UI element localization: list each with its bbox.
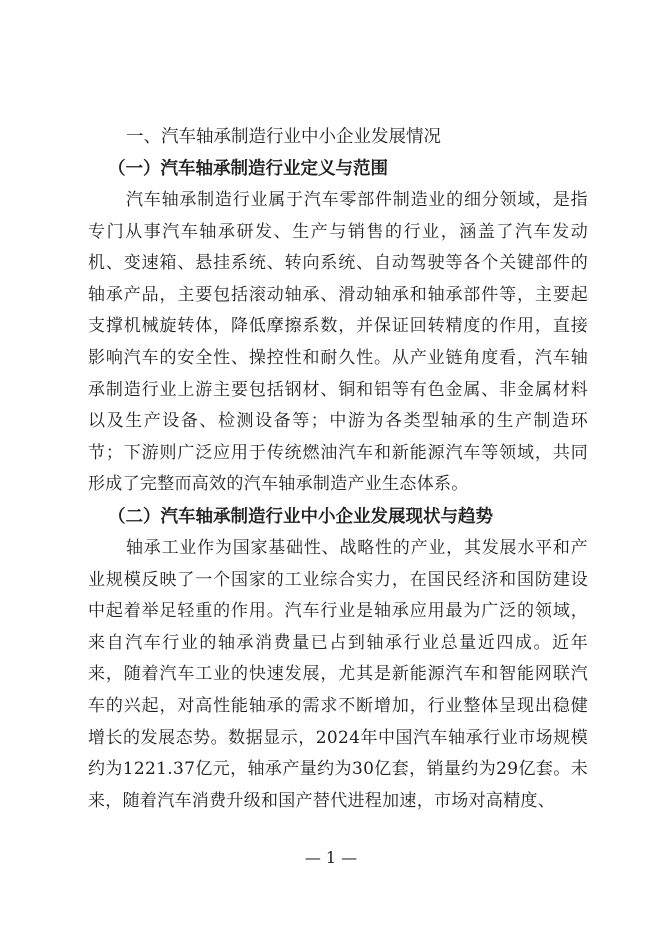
subsection-1-heading: （一）汽车轴承制造行业定义与范围 bbox=[108, 159, 388, 179]
page-number: — 1 — bbox=[304, 848, 358, 867]
subsection-2-paragraph: 轴承工业作为国家基础性、战略性的产业，其发展水平和产业规模反映了一个国家的工业综合实力，在国民经济和国防建设中起着举足轻重的作用。汽车行业是轴承应用最为广泛的领域，来自汽车行业的轴承消费量已占到轴承行业总量近四成。近年来，随着汽车工业的快速发展，尤其是新能源汽车和智能网联汽车的兴起，对高性能轴承的需求不断增加，行业整体呈现出稳健增长的发展态势。数据显示，2024年中国汽车轴承行业市场规模约为1221.37亿元，轴承产量约为30亿套，销量约为29亿套。未来，随着汽车消费升级和国产替代进程加速，市场对高精度、 bbox=[88, 537, 588, 811]
subsection-2-heading: （二）汽车轴承制造行业中小企业发展现状与趋势 bbox=[108, 506, 493, 527]
subsection-1-paragraph: 汽车轴承制造行业属于汽车零部件制造业的细分领域，是指专门从事汽车轴承研发、生产与销售的行业，涵盖了汽车发动机、变速箱、悬挂系统、转向系统、自动驾驶等各个关键部件的轴承产品，主要包括滚动轴承、滑动轴承和轴承部件等，主要起支撑机械旋转体，降低摩擦系数，并保证回转精度的作用，直接影响汽车的安全性、操控性和耐久性。从产业链角度看，汽车轴承制造行业上游主要包括钢材、铜和铝等有色金属、非金属材料以及生产设备、检测设备等；中游为各类型轴承的生产制造环节；下游则广泛应用于传统燃油汽车和新能源汽车等领域，共同形成了完整而高效的汽车轴承制造产业生态体系。 bbox=[88, 190, 588, 495]
section-heading: 一、汽车轴承制造行业中小企业发展情况 bbox=[126, 127, 441, 147]
document-body bbox=[88, 121, 588, 817]
